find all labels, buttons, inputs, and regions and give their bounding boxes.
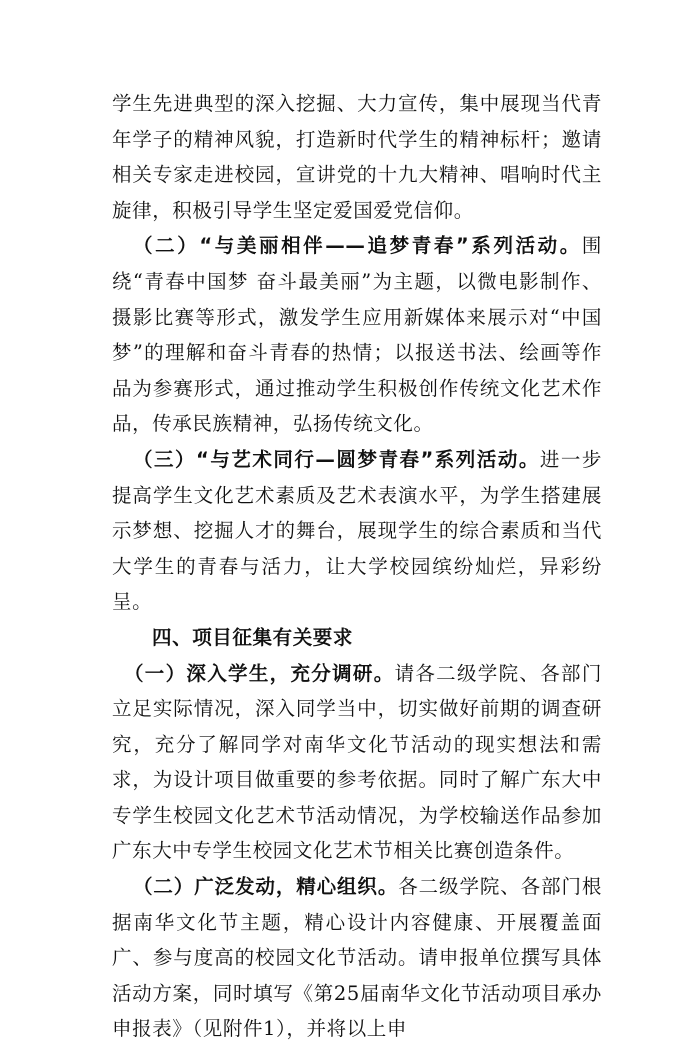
paragraph-text: 学生先进典型的深入挖掘、大力宣传，集中展现当代青年学子的精神风貌，打造新时代学生的精神标杆；邀请相关专家走进校园，宣讲党的十九大精神、唱响时代主旋律，积极引导学生坚定爱国爱党信仰。 (112, 92, 602, 222)
paragraph-lead: （二）广泛发动，精心组织。 (133, 875, 399, 899)
paragraph-text: 进一步提高学生文化艺术素质及艺术表演水平，为学生搭建展示梦想、挖掘人才的舞台，展现学生的综合素质和当代大学生的青春与活力，让大学校园缤纷灿烂，异彩纷呈。 (112, 447, 602, 614)
section-heading: 四、项目征集有关要求 (152, 625, 354, 649)
paragraph-lead: （二）“与美丽相伴——追梦青春”系列活动。 (133, 234, 582, 258)
paragraph-requirement-1 (112, 656, 602, 870)
document-body (112, 86, 602, 1047)
paragraph-continuation (112, 86, 602, 228)
paragraph-activity-2 (112, 228, 602, 442)
paragraph-lead: （三）“与艺术同行—圆梦青春”系列活动。 (133, 447, 540, 471)
paragraph-lead: （一）深入学生，充分调研。 (124, 661, 395, 685)
paragraph-text: 各二级学院、各部门根据南华文化节主题，精心设计内容健康、开展覆盖面广、参与度高的校园文化节活动。请申报单位撰写具体活动方案，同时填写《第25届南华文化节活动项目承办申报表》（见附件1），并将以上申 (112, 875, 602, 1041)
paragraph-text: 请各二级学院、各部门立足实际情况，深入同学当中，切实做好前期的调查研究，充分了解同学对南华文化节活动的现实想法和需求，为设计项目做重要的参考依据。同时了解广东大中专学生校园文化艺术节活动情况，为学校输送作品参加广东大中专学生校园文化艺术节相关比赛创造条件。 (112, 661, 602, 863)
paragraph-activity-3 (112, 442, 602, 620)
paragraph-text: 围绕“青春中国梦 奋斗最美丽”为主题，以微电影制作、摄影比赛等形式，激发学生应用新媒体来展示对“中国梦”的理解和奋斗青春的热情；以报送书法、绘画等作品为参赛形式，通过推动学生积极创作传统文化艺术作品，传承民族精神，弘扬传统文化。 (112, 234, 602, 436)
paragraph-requirement-2 (112, 869, 602, 1047)
